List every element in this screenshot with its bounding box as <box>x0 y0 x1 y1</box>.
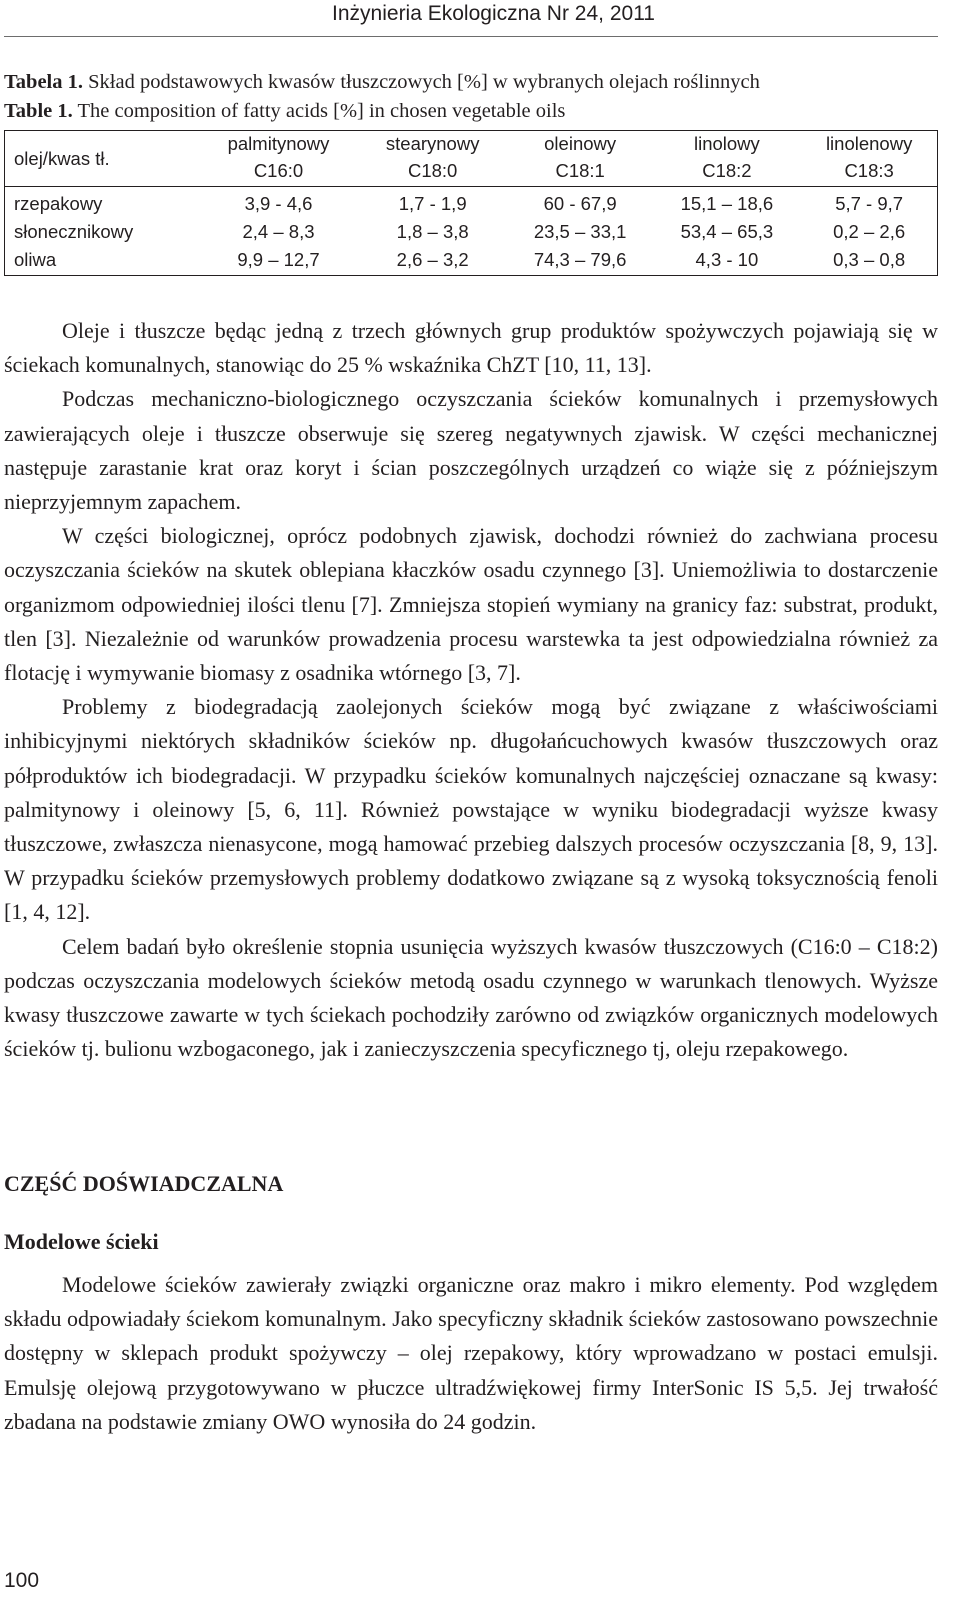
table-cell: 9,9 – 12,7 <box>237 249 320 270</box>
table-cell: 1,8 – 3,8 <box>396 221 469 242</box>
table-row <box>4 187 938 219</box>
table-cell: 53,4 – 65,3 <box>680 221 774 242</box>
paragraph: Modelowe ścieków zawierały związki organiczne oraz makro i mikro elementy. Pod względem składu odpowiadały ściekom komunalnym. Jako specyficzny składnik ścieków zastosowano powszechnie dostępny w sklepach produkt spożywczy – olej rzepakowy, który wprowadzano w postaci emulsji. Emulsję olejową przygotowywano w płuczce ultradźwiękowej firmy InterSonic IS 5,5. Jej trwałość zbadana na podstawie zmiany OWO wynosiła do 24 godzin. <box>4 1272 938 1434</box>
paragraph: Podczas mechaniczno-biologicznego oczyszczania ścieków komunalnych i przemysłowych zawierających oleje i tłuszcze obserwuje się szereg negatywnych zjawisk. W części mechanicznej następuje zarastanie krat oraz koryt i ścian poszczególnych urządzeń co wiąże się z późniejszym nieprzyjemnym zapachem. <box>4 386 938 515</box>
caption-english-label: Table 1. <box>4 100 73 122</box>
caption-polish-text: Skład podstawowych kwasów tłuszczowych [%] w wybranych olejach roślinnych <box>88 71 760 93</box>
subsection-body <box>4 1268 938 1439</box>
table-row <box>4 218 938 246</box>
paragraph: W części biologicznej, oprócz podobnych zjawisk, dochodzi również do zachwiana procesu oczyszczania ścieków na skutek oblepiana kłaczków osadu czynnego [3]. Uniemożliwia to dostarczenie organizmom odpowiedniej ilości tlenu [7]. Zmniejsza stopień wymiany na granicy faz: substrat, produkt, tlen [3]. Niezależnie od warunków prowadzenia procesu warstewka ta jest odpowiedzialna również za flotację i wymywanie biomasy z osadnika wtórnego [3, 7]. <box>4 523 938 686</box>
row-label: rzepakowy <box>14 193 103 214</box>
section-heading: CZĘŚĆ DOŚWIADCZALNA <box>4 1171 284 1196</box>
table-cell: 0,3 – 0,8 <box>833 249 906 270</box>
running-header: Inżynieria Ekologiczna Nr 24, 2011 <box>332 2 655 25</box>
column-header-name: oleinowy <box>544 133 617 154</box>
fatty-acid-table <box>4 130 938 274</box>
table-row <box>4 246 938 274</box>
column-header-name: linolenowy <box>825 133 913 154</box>
paragraph: Celem badań było określenie stopnia usunięcia wyższych kwasów tłuszczowych (C16:0 – C18:2) podczas oczyszczania modelowych ścieków metodą osadu czynnego w warunkach tlenowych. Wyższe kwasy tłuszczowe zawarte w tych ściekach pochodziły zarówno od związków organicznych modelowych ścieków tj. bulionu wzbogaconego, jak i zanieczyszczenia specyficznego tj, oleju rzepakowego. <box>4 933 938 1062</box>
column-header-name: stearynowy <box>385 133 480 154</box>
column-header-code: C18:2 <box>654 157 801 187</box>
table-cell: 1,7 - 1,9 <box>398 193 467 214</box>
table-cell: 2,4 – 8,3 <box>242 221 315 242</box>
table-cell: 74,3 – 79,6 <box>533 249 627 270</box>
column-header-name: palmitynowy <box>227 133 330 154</box>
caption-english-text: The composition of fatty acids [%] in chosen vegetable oils <box>77 100 566 122</box>
column-header-name: linolowy <box>693 133 760 154</box>
row-label: oliwa <box>14 249 57 270</box>
table-row-header: olej/kwas tł. <box>4 130 198 187</box>
caption-polish <box>4 68 934 97</box>
caption-english <box>4 97 934 126</box>
subsection-heading: Modelowe ścieki <box>4 1229 159 1254</box>
row-label: słonecznikowy <box>14 221 134 242</box>
table-cell: 5,7 - 9,7 <box>835 193 904 214</box>
column-header-code: C18:0 <box>359 157 507 187</box>
body-text <box>4 314 938 1066</box>
column-header-code: C18:1 <box>507 157 654 187</box>
table-cell: 0,2 – 2,6 <box>833 221 906 242</box>
table-cell: 60 - 67,9 <box>543 193 617 214</box>
header-divider <box>4 36 938 37</box>
table-cell: 23,5 – 33,1 <box>533 221 627 242</box>
caption-polish-label: Tabela 1. <box>4 71 83 93</box>
paragraph: Oleje i tłuszcze będąc jedną z trzech głównych grup produktów spożywczych pojawiają się w ściekach komunalnych, stanowiąc do 25 % wskaźnika ChZT [10, 11, 13]. <box>4 318 938 378</box>
column-header-code: C18:3 <box>800 157 938 187</box>
page-number: 100 <box>4 1569 40 1592</box>
table-cell: 4,3 - 10 <box>695 249 759 270</box>
table-cell: 15,1 – 18,6 <box>680 193 774 214</box>
table-cell: 2,6 – 3,2 <box>396 249 469 270</box>
table-cell: 3,9 - 4,6 <box>244 193 313 214</box>
column-header-code: C16:0 <box>198 157 358 187</box>
paragraph: Problemy z biodegradacją zaolejonych ścieków mogą być związane z właściwościami inhibicyjnymi niektórych składników ścieków np. długołańcuchowych kwasów tłuszczowych oraz półproduktów ich biodegradacji. W przypadku ścieków komunalnych najczęściej oznaczane są kwasy: palmitynowy i oleinowy [5, 6, 11]. Również powstające w wyniku biodegradacji wyższe kwasy tłuszczowe, zwłaszcza nienasycone, mogą hamować przebieg dalszych procesów oczyszczania [8, 9, 13]. W przypadku ścieków przemysłowych problemy dodatkowo związane są z wysoką toksycznością fenoli [1, 4, 12]. <box>4 694 938 925</box>
table-caption <box>4 68 934 126</box>
